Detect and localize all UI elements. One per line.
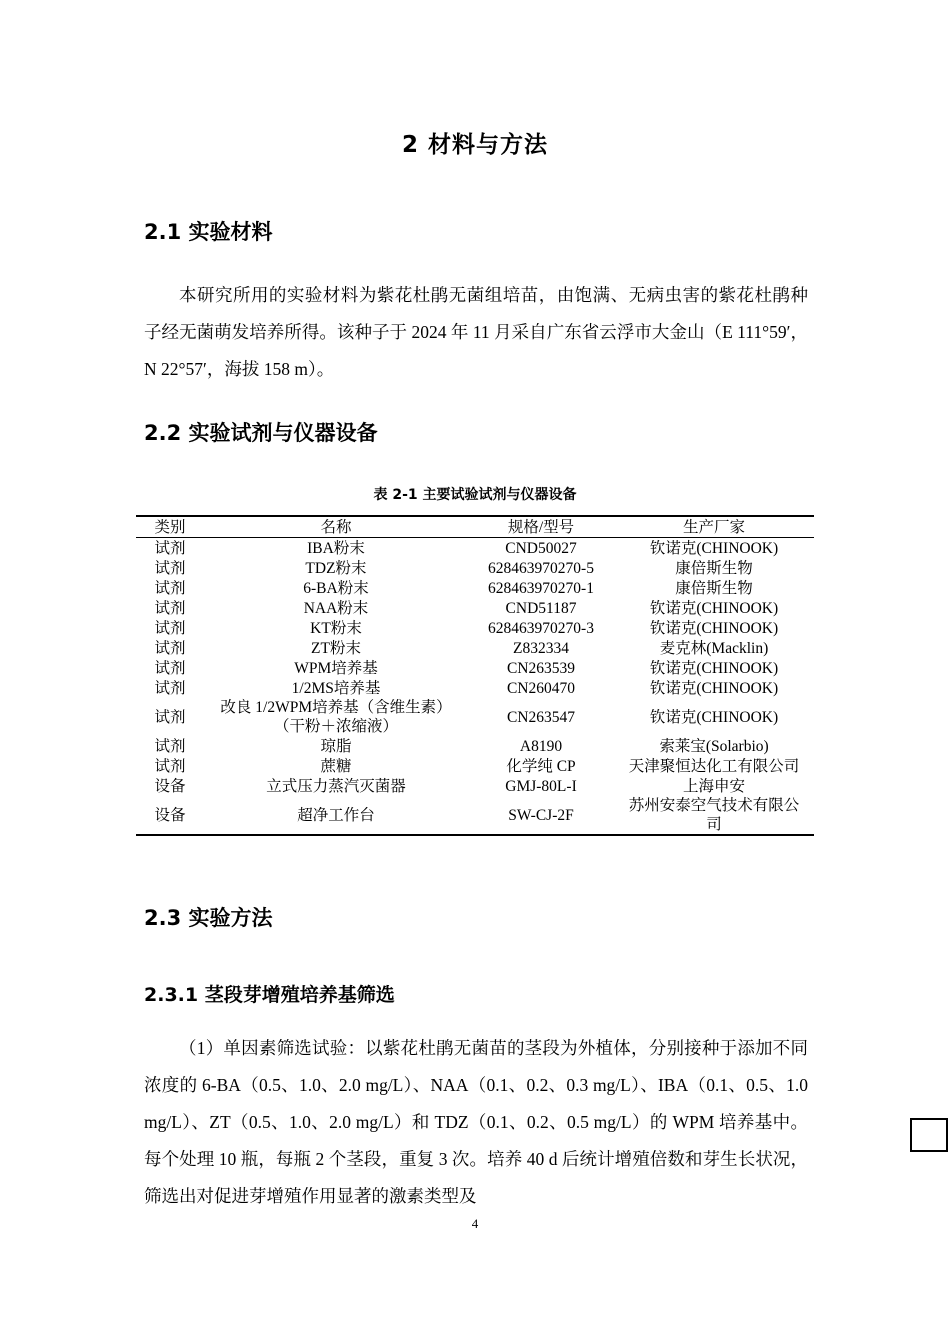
table-row <box>136 558 814 578</box>
cell-manufacturer: 索莱宝(Solarbio) <box>659 737 769 755</box>
cell-spec: SW-CJ-2F <box>468 796 614 835</box>
table-caption: 表 2-1 主要试验试剂与仪器设备 <box>373 487 577 503</box>
chapter-title: 2 材料与方法 <box>401 132 548 158</box>
cell-name: KT粉末 <box>310 619 362 637</box>
cell-spec: CND51187 <box>505 599 577 617</box>
cell-name: 立式压力蒸汽灭菌器 <box>266 777 406 795</box>
cell-name: 琼脂 <box>320 737 352 755</box>
cell-name: 6-BA粉末 <box>303 579 369 597</box>
table-row <box>136 598 814 618</box>
table-row <box>136 776 814 796</box>
cell-spec: Z832334 <box>513 639 569 657</box>
cell-spec: A8190 <box>519 737 563 755</box>
cell-name: ZT粉末 <box>311 639 361 657</box>
table-row <box>136 736 814 756</box>
cell-category: 试剂 <box>154 599 186 617</box>
cell-manufacturer: 上海申安 <box>682 777 745 795</box>
section-heading-2-2: 2.2 实验试剂与仪器设备 <box>144 421 378 445</box>
subsection-heading-2-3-1: 2.3.1 茎段芽增殖培养基筛选 <box>144 984 395 1006</box>
cell-category: 试剂 <box>154 619 186 637</box>
cell-name: NAA粉末 <box>303 599 369 617</box>
header-spec: 规格/型号 <box>468 516 614 538</box>
table-row <box>136 756 814 776</box>
cell-spec: 628463970270-1 <box>488 579 594 597</box>
page-number: 4 <box>471 1216 479 1231</box>
margin-box <box>910 1118 948 1152</box>
cell-manufacturer: 钦诺克(CHINOOK) <box>649 599 779 617</box>
paragraph-materials: 本研究所用的实验材料为紫花杜鹃无菌组培苗，由饱满、无病虫害的紫花杜鹃种子经无菌萌发培养所得。该种子于 2024 年 11 月采自广东省云浮市大金山（E 111°59′，N 22°57′，海拔 158 m）。 <box>144 285 808 379</box>
cell-manufacturer: 天津聚恒达化工有限公司 <box>628 757 800 775</box>
cell-manufacturer: 钦诺克(CHINOOK) <box>649 679 779 697</box>
cell-category: 设备 <box>136 796 204 835</box>
cell-name: WPM培养基 <box>294 659 378 677</box>
cell-manufacturer: 钦诺克(CHINOOK) <box>649 619 779 637</box>
table-header-row <box>136 516 814 538</box>
table-row <box>136 678 814 698</box>
cell-name: 蔗糖 <box>320 757 352 775</box>
cell-category: 试剂 <box>154 579 186 597</box>
cell-category: 试剂 <box>154 737 186 755</box>
cell-manufacturer: 康倍斯生物 <box>675 579 753 597</box>
table-row <box>136 538 814 559</box>
table-row <box>136 618 814 638</box>
cell-spec: CND50027 <box>505 539 577 557</box>
cell-spec: CN263547 <box>506 708 576 726</box>
cell-spec: 628463970270-5 <box>488 559 594 577</box>
cell-manufacturer: 钦诺克(CHINOOK) <box>649 659 779 677</box>
cell-name: 改良 1/2WPM培养基（含维生素） （干粉＋浓缩液） <box>220 699 452 735</box>
cell-category: 试剂 <box>154 679 186 697</box>
cell-category: 试剂 <box>154 539 186 557</box>
table-row <box>136 698 814 736</box>
header-manufacturer: 生产厂家 <box>614 516 814 538</box>
cell-manufacturer: 钦诺克(CHINOOK) <box>649 708 779 726</box>
cell-manufacturer: 钦诺克(CHINOOK) <box>649 539 779 557</box>
cell-manufacturer: 苏州安泰空气技术有限公 司 <box>614 796 814 835</box>
section-heading-2-1: 2.1 实验材料 <box>144 220 273 244</box>
reagents-equipment-table <box>136 515 814 836</box>
header-category: 类别 <box>136 516 204 538</box>
cell-name: IBA粉末 <box>307 539 365 557</box>
section-heading-2-3: 2.3 实验方法 <box>144 906 273 930</box>
table-row <box>136 578 814 598</box>
cell-name: 1/2MS培养基 <box>291 679 381 697</box>
cell-spec: GMJ-80L-I <box>505 777 577 795</box>
cell-manufacturer: 康倍斯生物 <box>675 559 753 577</box>
cell-spec: CN263539 <box>506 659 576 677</box>
cell-category: 试剂 <box>154 659 186 677</box>
cell-manufacturer: 麦克林(Macklin) <box>659 639 769 657</box>
table-row <box>136 638 814 658</box>
cell-category: 试剂 <box>154 559 186 577</box>
table-row <box>136 796 814 835</box>
header-name: 名称 <box>204 516 468 538</box>
cell-name: TDZ粉末 <box>305 559 367 577</box>
cell-spec: CN260470 <box>506 679 576 697</box>
cell-name: 超净工作台 <box>204 796 468 835</box>
cell-category: 试剂 <box>154 708 186 726</box>
cell-category: 试剂 <box>154 757 186 775</box>
cell-spec: 628463970270-3 <box>488 619 594 637</box>
cell-spec: 化学纯 CP <box>506 757 576 775</box>
cell-category: 试剂 <box>154 639 186 657</box>
paragraph-method-1: （1）单因素筛选试验：以紫花杜鹃无菌苗的茎段为外植体，分别接种于添加不同浓度的 6-BA（0.5、1.0、2.0 mg/L）、NAA（0.1、0.2、0.3 mg/L）、IBA（0.1、0.5、1.0 mg/L）、ZT（0.5、1.0、2.0 mg/L）和 TDZ（0.1、0.2、0.5 mg/L）的 WPM 培养基中。每个处理 10 瓶，每瓶 2 个茎段，重复 3 次。培养 40 d 后统计增殖倍数和芽生长状况，筛选出对促进芽增殖作用显著的激素类型及 <box>144 1038 808 1206</box>
cell-category: 设备 <box>154 777 186 795</box>
table-row <box>136 658 814 678</box>
